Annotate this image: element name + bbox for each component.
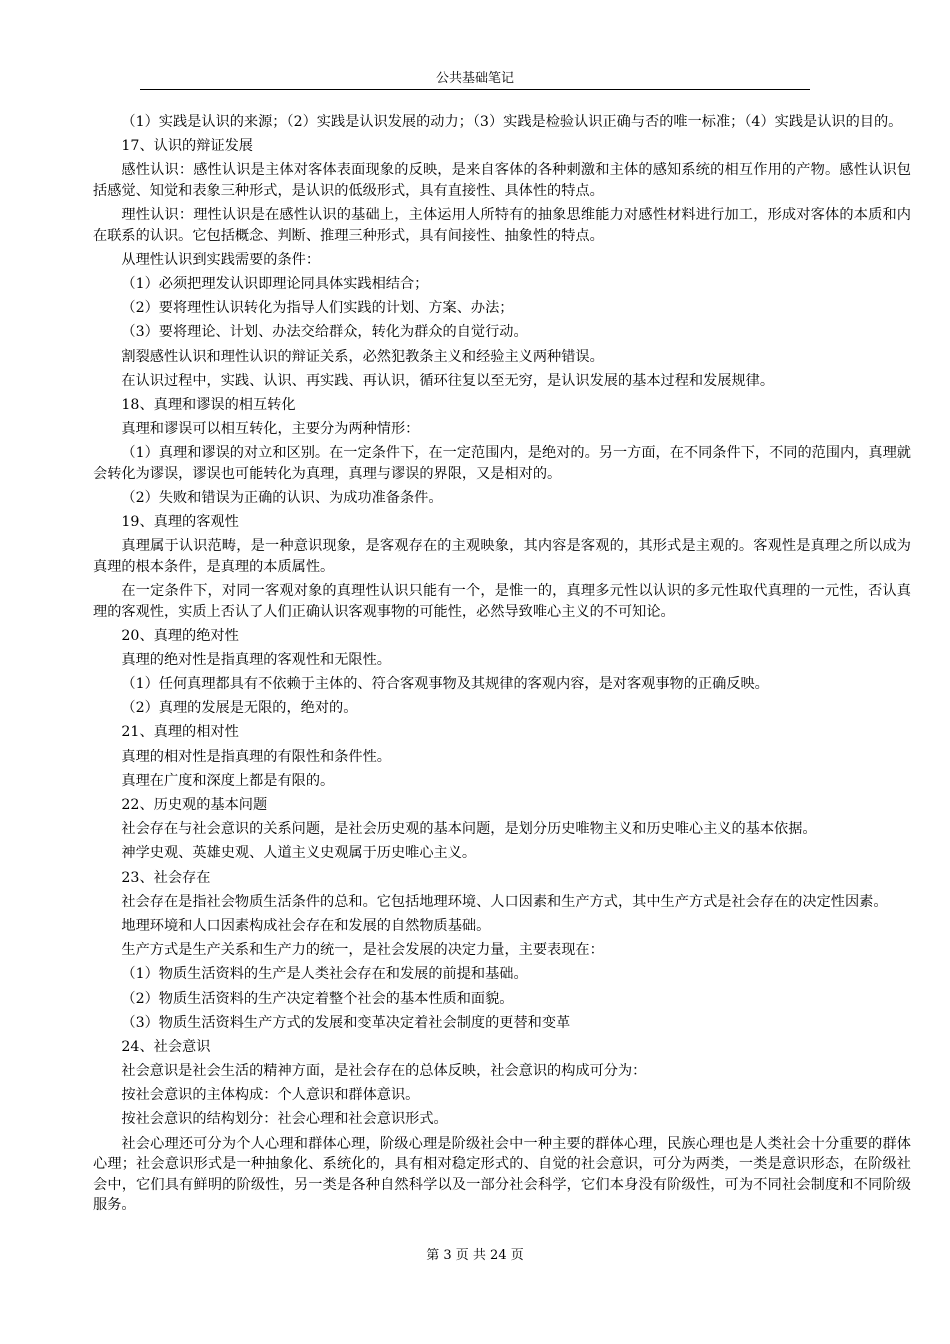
document-body: [93, 112, 911, 1219]
list-item: （3）要将理论、计划、办法交给群众，转化为群众的自觉行动。: [121, 324, 528, 341]
paragraph: 真理的绝对性是指真理的客观性和无限性。: [121, 651, 391, 668]
list-item: （2）要将理性认识转化为指导人们实践的计划、方案、办法；: [121, 300, 514, 317]
paragraph: 真理在广度和深度上都是有限的。: [121, 772, 335, 789]
header-divider: [140, 89, 810, 90]
paragraph: 真理属于认识范畴，是一种意识现象，是客观存在的主观映象，其内容是客观的，其形式是主观的。客观性是真理之所以成为真理的根本条件，是真理的本质属性。: [93, 538, 911, 575]
paragraph: 真理和谬误可以相互转化，主要分为两种情形：: [121, 421, 420, 438]
section-heading: 21、真理的相对性: [121, 724, 239, 741]
paragraph: 真理的相对性是指真理的有限性和条件性。: [121, 748, 391, 765]
section-heading: 24、社会意识: [121, 1038, 211, 1055]
page-header-title: 公共基础笔记: [435, 71, 514, 86]
paragraph: 理性认识：理性认识是在感性认识的基础上，主体运用人所特有的抽象思维能力对感性材料进行加工，形成对客体的本质和内在联系的认识。它包括概念、判断、推理三种形式，具有间接性、抽象性的特点。: [93, 207, 911, 244]
paragraph: 在认识过程中，实践、认识、再实践、再认识，循环往复以至无穷，是认识发展的基本过程和发展规律。: [121, 372, 775, 389]
page-number: 第 3 页 共 24 页: [426, 1248, 524, 1263]
section-heading: 22、历史观的基本问题: [121, 797, 268, 813]
paragraph: 社会存在是指社会物质生活条件的总和。它包括地理环境、人口因素和生产方式，其中生产方式是社会存在的决定性因素。: [121, 893, 888, 910]
paragraph: 感性认识：感性认识是主体对客体表面现象的反映，是来自客体的各种刺激和主体的感知系统的相互作用的产物。感性认识包括感觉、知觉和表象三种形式，是认识的低级形式，具有直接性、具体性的特点。: [93, 162, 911, 199]
list-item: （3）物质生活资料生产方式的发展和变革决定着社会制度的更替和变革: [121, 1014, 571, 1031]
list-item: （1）任何真理都具有不依赖于主体的、符合客观事物及其规律的客观内容，是对客观事物的正确反映。: [121, 676, 769, 693]
list-item: （1）物质生活资料的生产是人类社会存在和发展的前提和基础。: [121, 966, 528, 983]
section-heading: 17、认识的辩证发展: [121, 138, 253, 155]
paragraph: 社会意识是社会生活的精神方面，是社会存在的总体反映，社会意识的构成可分为：: [121, 1063, 647, 1080]
paragraph: 按社会意识的主体构成：个人意识和群体意识。: [121, 1087, 420, 1104]
paragraph: 社会心理还可分为个人心理和群体心理，阶级心理是阶级社会中一种主要的群体心理，民族心理也是人类社会十分重要的群体心理；社会意识形式是一种抽象化、系统化的，具有相对稳定形式的、自觉的社会意识，可分为两类，一类是意识形态，在阶级社会中，它们具有鲜明的阶级性，另一类是各种自然科学以及一部分社会科学，它们本身没有阶级性，可为不同社会制度和不同阶级服务。: [93, 1135, 911, 1214]
list-item: （1）真理和谬误的对立和区别。在一定条件下，在一定范围内，是绝对的。另一方面，在不同条件下，不同的范围内，真理就会转化为谬误，谬误也可能转化为真理，真理与谬误的界限，又是相对的。: [93, 445, 911, 482]
paragraph: 生产方式是生产关系和生产力的统一，是社会发展的决定力量，主要表现在：: [121, 942, 604, 959]
section-heading: 20、真理的绝对性: [121, 627, 239, 644]
paragraph: 在一定条件下，对同一客观对象的真理性认识只能有一个，是惟一的，真理多元性以认识的多元性取代真理的一元性，否认真理的客观性，实质上否认了人们正确认识客观事物的可能性，必然导致唯心主义的不可知论。: [93, 583, 911, 620]
section-heading: 19、真理的客观性: [121, 514, 239, 531]
list-item: （2）失败和错误为正确的认识、为成功准备条件。: [121, 489, 443, 506]
paragraph: 按社会意识的结构划分：社会心理和社会意识形式。: [121, 1111, 448, 1128]
paragraph: 从理性认识到实践需要的条件：: [121, 251, 321, 268]
section-heading: 23、社会存在: [121, 869, 211, 886]
section-heading: 18、真理和谬误的相互转化: [121, 396, 296, 413]
paragraph: 社会存在与社会意识的关系问题，是社会历史观的基本问题，是划分历史唯物主义和历史唯心主义的基本依据。: [121, 821, 817, 838]
paragraph: 神学史观、英雄史观、人道主义史观属于历史唯心主义。: [121, 845, 477, 862]
paragraph: 割裂感性认识和理性认识的辩证关系，必然犯教条主义和经验主义两种错误。: [121, 348, 604, 365]
list-item: （2）真理的发展是无限的，绝对的。: [121, 700, 358, 717]
paragraph: （1）实践是认识的来源；（2）实践是认识发展的动力；（3）实践是检验认识正确与否的唯一标准；（4）实践是认识的目的。: [121, 114, 903, 130]
list-item: （2）物质生活资料的生产决定着整个社会的基本性质和面貌。: [121, 990, 514, 1007]
list-item: （1）必须把理发认识即理论同具体实践相结合；: [121, 275, 429, 292]
paragraph: 地理环境和人口因素构成社会存在和发展的自然物质基础。: [121, 917, 491, 934]
